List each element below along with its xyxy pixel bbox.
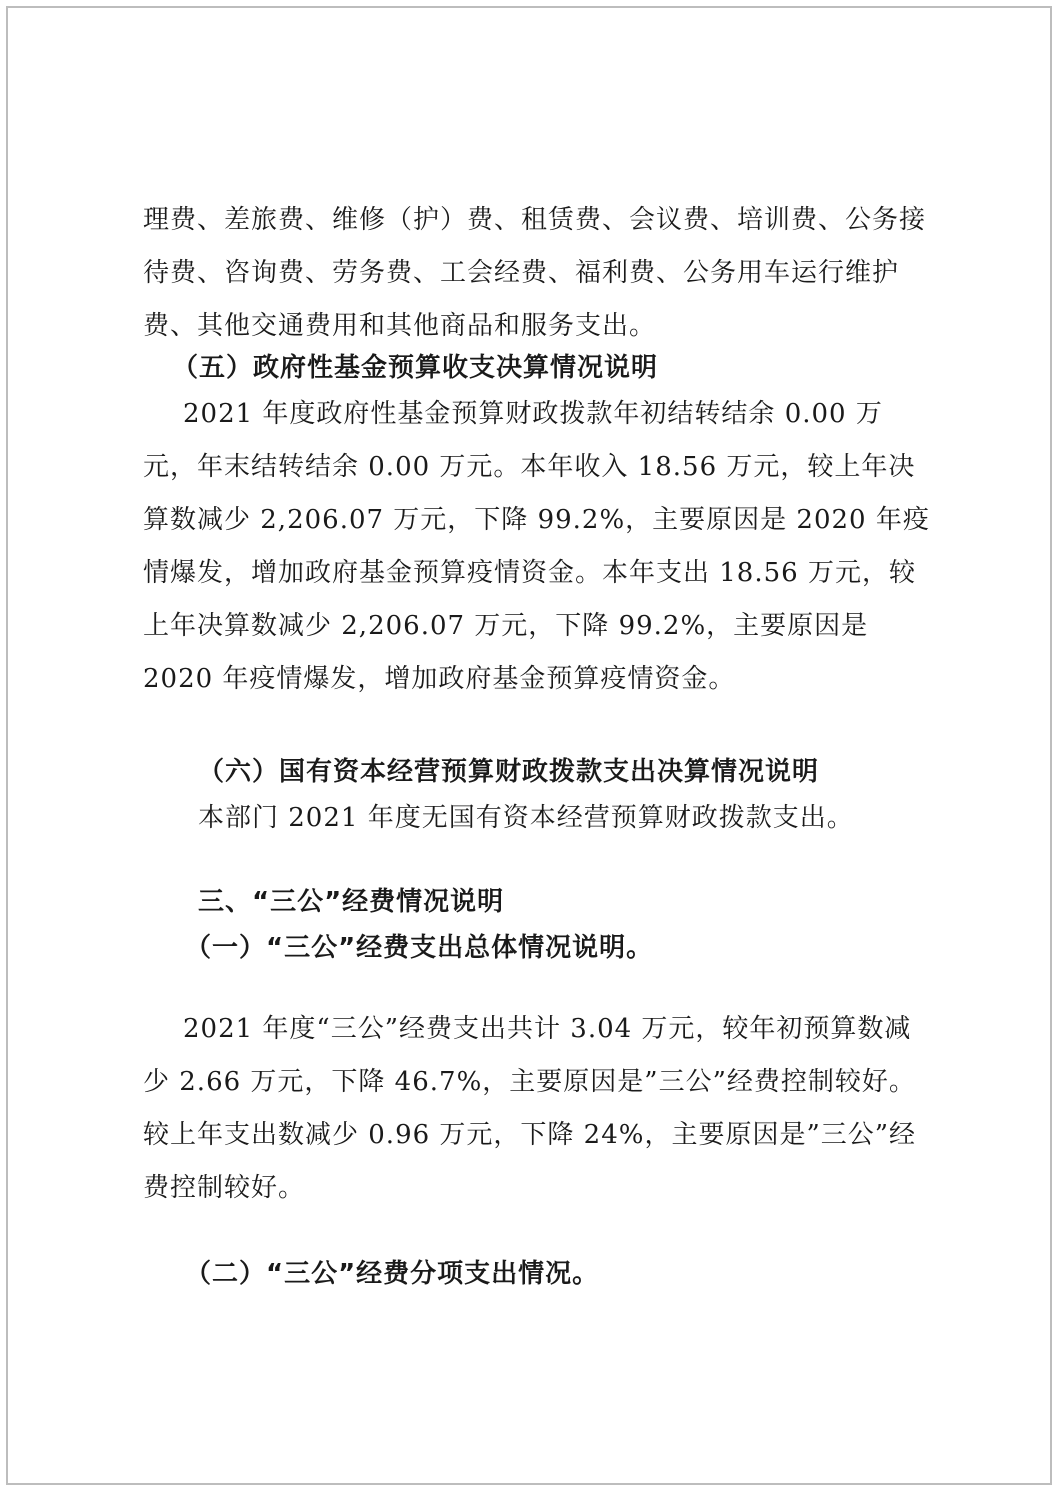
section-title-three-public-expenses: 三、“三公”经费情况说明	[198, 887, 505, 917]
heading-three-public-overall: （一）“三公”经费支出总体情况说明。	[185, 933, 654, 963]
paragraph-three-public-overall: 2021 年度“三公”经费支出共计 3.04 万元，较年初预算数减少 2.66 万元，下降 46.7%，主要原因是”三公”经费控制较好。较上年支出数减少 0.96 万元，下降 24%，主要原因是”三公”经费控制较好。	[143, 1014, 917, 1203]
paragraph-government-fund-budget: 2021 年度政府性基金预算财政拨款年初结转结余 0.00 万元，年末结转结余 0.00 万元。本年收入 18.56 万元，较上年决算数减少 2,206.07 万元，下降 99.2%，主要原因是 2020 年疫情爆发，增加政府基金预算疫情资金。本年支出 18.56 万元，较上年决算数减少 2,206.07 万元，下降 99.2%，主要原因是 2020 年疫情爆发，增加政府基金预算疫情资金。	[143, 399, 930, 694]
heading-three-public-itemized: （二）“三公”经费分项支出情况。	[185, 1259, 600, 1289]
paragraph-continued-expense-list: 理费、差旅费、维修（护）费、租赁费、会议费、培训费、公务接待费、咨询费、劳务费、工会经费、福利费、公务用车运行维护费、其他交通费用和其他商品和服务支出。	[143, 205, 927, 341]
heading-government-fund-budget: （五）政府性基金预算收支决算情况说明	[172, 353, 659, 383]
paragraph-state-capital-budget: 本部门 2021 年度无国有资本经营预算财政拨款支出。	[198, 803, 854, 833]
heading-state-capital-budget: （六）国有资本经营预算财政拨款支出决算情况说明	[198, 757, 820, 787]
